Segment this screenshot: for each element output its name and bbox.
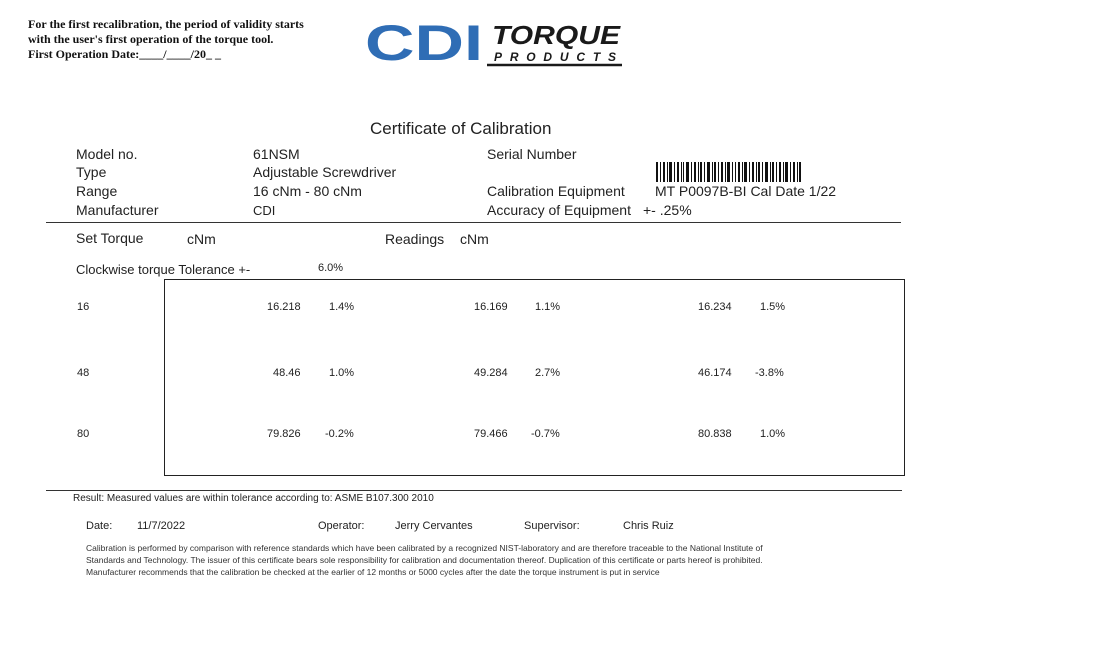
supervisor-label: Supervisor: [524,520,580,532]
disclaimer-line-1: Calibration is performed by comparison with reference standards which have been calibrated by a recognized NIST-laboratory and are therefore traceable to the National Institute of [86,543,763,553]
operator-name: Jerry Cervantes [395,520,473,532]
tolerance-value: 6.0% [318,262,344,274]
range-value: 16 cNm - 80 cNm [253,183,362,199]
disclaimer-line-2: Standards and Technology. The issuer of this certificate bears sole responsibility for calibration and documentation thereof. Duplication of this certificate or parts hereof is prohibited. [86,555,763,565]
row-48-reading-3: 46.174 [698,367,732,379]
row-48-set-torque: 48 [77,367,90,379]
serial-number-label: Serial Number [487,146,577,162]
manufacturer-value: CDI [253,203,276,218]
certificate-title: Certificate of Calibration [370,119,552,138]
logo-cdi: CDI [365,18,483,70]
row-48-reading-2: 49.284 [474,367,508,379]
calibration-equipment-label: Calibration Equipment [487,183,625,199]
row-80-reading-2: 79.466 [474,428,508,440]
set-torque-label: Set Torque [76,230,144,246]
readings-unit: cNm [460,231,489,247]
row-16-deviation-2: 1.1% [535,301,561,313]
result-statement: Result: Measured values are within tolerance according to: ASME B107.300 2010 [73,493,434,504]
readings-label: Readings [385,231,445,247]
row-16-deviation-3: 1.5% [760,301,786,313]
type-label: Type [76,164,107,180]
type-value: Adjustable Screwdriver [253,164,397,180]
calibration-disclaimer [86,542,906,578]
row-80-set-torque: 80 [77,428,90,440]
row-16-reading-2: 16.169 [474,301,508,313]
row-48-deviation-1: 1.0% [329,367,355,379]
row-80-reading-3: 80.838 [698,428,732,440]
tolerance-label: Clockwise torque Tolerance +- [76,262,251,277]
info-divider-line [46,222,901,223]
operator-label: Operator: [318,520,365,532]
row-16-deviation-1: 1.4% [329,301,355,313]
row-80-deviation-1: -0.2% [325,428,354,440]
calibration-equipment-value: MT P0097B-BI Cal Date 1/22 [655,183,837,199]
serial-barcode [656,162,801,182]
first-recalibration-note-line2: with the user's first operation of the torque tool. [28,32,274,46]
row-16-reading-3: 16.234 [698,301,732,313]
row-48-deviation-3: -3.8% [755,367,784,379]
set-torque-unit: cNm [187,231,216,247]
range-label: Range [76,183,118,199]
row-80-deviation-2: -0.7% [531,428,560,440]
manufacturer-label: Manufacturer [76,202,159,218]
model-label: Model no. [76,146,138,162]
row-16-reading-1: 16.218 [267,301,301,313]
row-48-reading-1: 48.46 [273,367,301,379]
row-16-set-torque: 16 [77,301,90,313]
row-48-deviation-2: 2.7% [535,367,561,379]
accuracy-of-equipment-label: Accuracy of Equipment [487,202,631,218]
disclaimer-line-3: Manufacturer recommends that the calibration be checked at the earlier of 12 months or 5000 cycles after the date the torque instrument is put in service [86,567,660,577]
row-80-reading-1: 79.826 [267,428,301,440]
result-divider-line [46,490,902,491]
cdi-torque-products-logo [365,18,625,70]
row-80-deviation-3: 1.0% [760,428,786,440]
first-recalibration-note-line1: For the first recalibration, the period of validity starts [28,17,304,31]
date-value: 11/7/2022 [137,520,186,532]
date-label: Date: [86,520,113,532]
accuracy-of-equipment-value: +- .25% [643,202,692,218]
logo-torque: TORQUE [492,20,621,50]
logo-products: PRODUCTS [494,50,616,64]
first-operation-date-line: First Operation Date:____/____/20_ _ [28,47,221,61]
supervisor-name: Chris Ruiz [623,520,674,532]
model-value: 61NSM [253,146,300,162]
